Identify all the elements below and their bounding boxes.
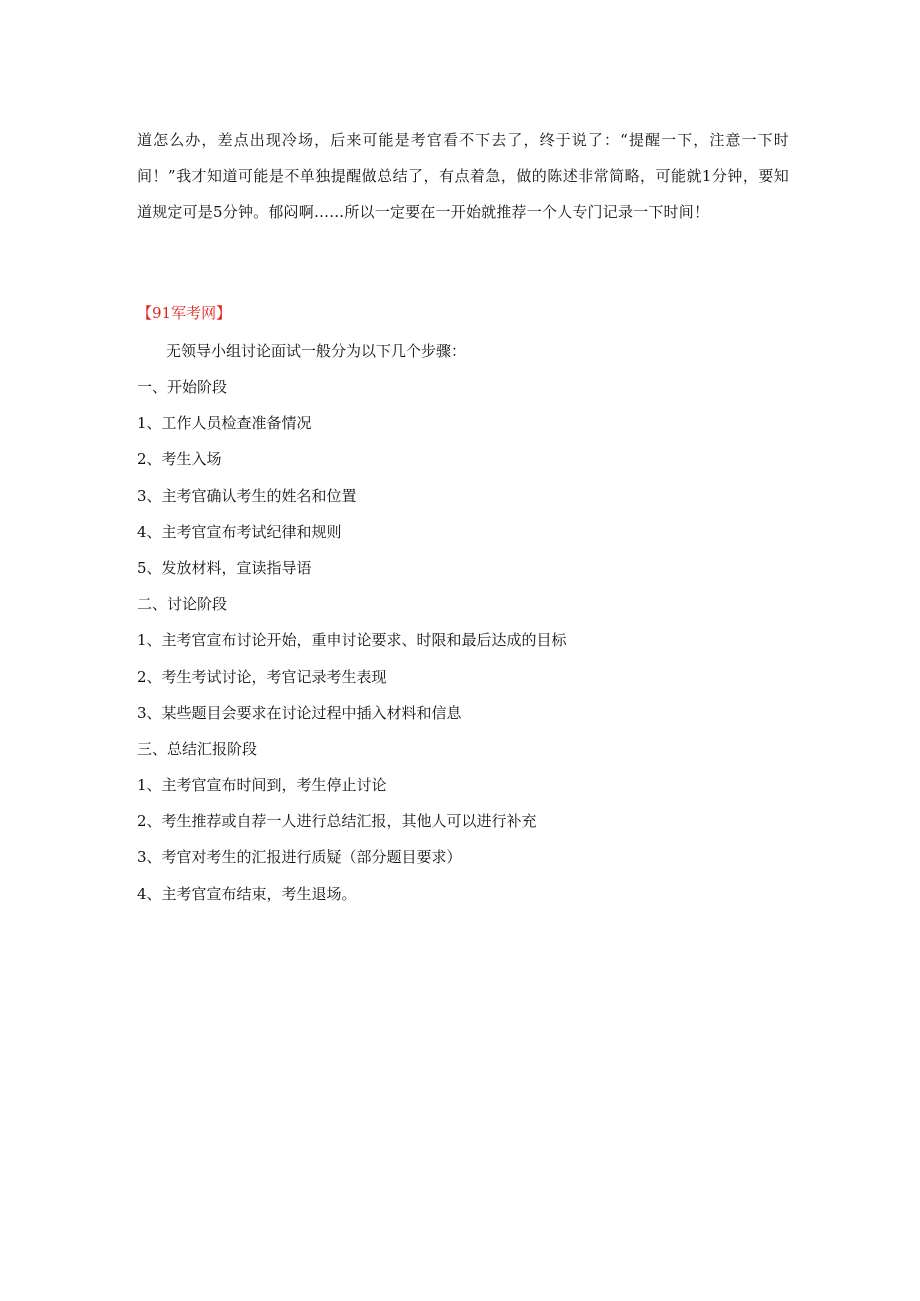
steps-list — [137, 372, 567, 915]
step-item: 2、考生考试讨论，考官记录考生表现 — [137, 667, 387, 686]
source-label: 【91军考网】 — [137, 304, 232, 322]
steps-lead-text: 无领导小组讨论面试一般分为以下几个步骤： — [166, 342, 467, 360]
step-item: 3、主考官确认考生的姓名和位置 — [137, 486, 357, 505]
step-item: 2、考生推荐或自荐一人进行总结汇报，其他人可以进行补充 — [137, 812, 537, 831]
step-item: 1、主考官宣布时间到，考生停止讨论 — [137, 776, 387, 795]
step-item: 4、主考官宣布结束，考生退场。 — [137, 884, 357, 903]
step-item: 4、主考官宣布考试纪律和规则 — [137, 522, 342, 541]
intro-paragraph: 道怎么办，差点出现冷场，后来可能是考官看不下去了，终于说了：“提醒一下，注意一下时间！”我才知道可能是不单独提醒做总结了，有点着急，做的陈述非常简略，可能就1分钟，要知道规定可是5分钟。郁闷啊……所以一定要在一开始就推荐一个人专门记录一下时间！ — [137, 131, 789, 221]
step-item: 3、某些题目会要求在讨论过程中插入材料和信息 — [137, 703, 462, 722]
section-heading-discussion: 二、讨论阶段 — [137, 595, 228, 614]
step-item: 5、发放材料，宣读指导语 — [137, 558, 312, 577]
step-item: 2、考生入场 — [137, 450, 222, 469]
step-item: 1、工作人员检查准备情况 — [137, 414, 312, 433]
section-heading-start: 一、开始阶段 — [137, 378, 228, 396]
section-heading-summary: 三、总结汇报阶段 — [137, 739, 258, 758]
step-item: 1、主考官宣布讨论开始，重申讨论要求、时限和最后达成的目标 — [137, 631, 567, 650]
step-item: 3、考官对考生的汇报进行质疑（部分题目要求） — [137, 848, 462, 867]
